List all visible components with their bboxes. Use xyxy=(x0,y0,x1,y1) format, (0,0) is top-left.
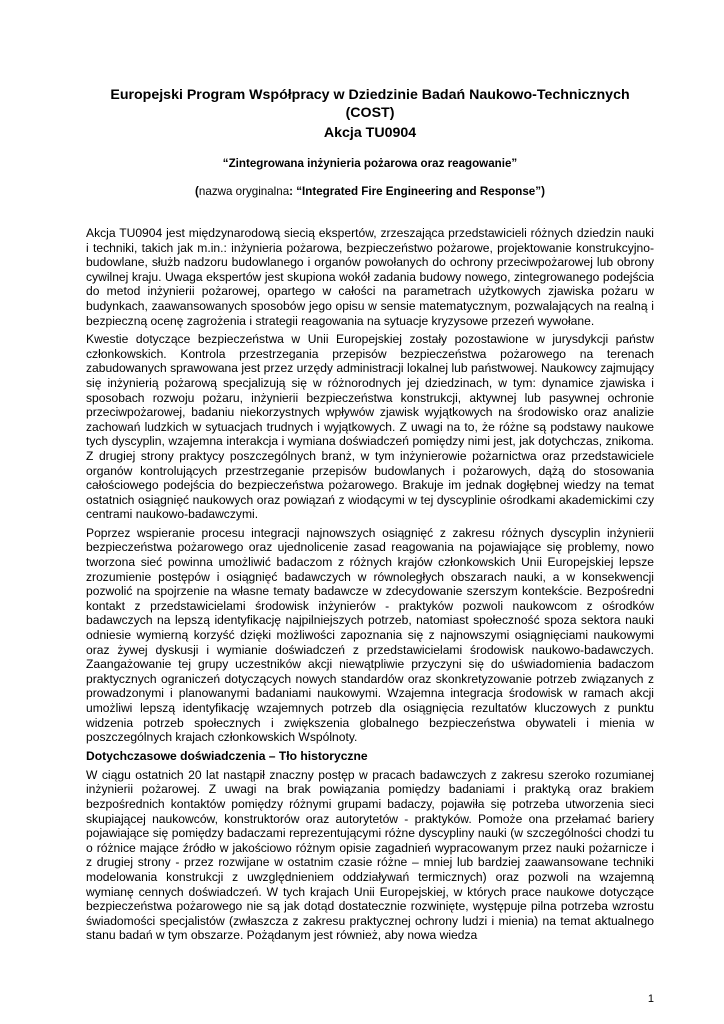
original-name-label: nazwa oryginalna xyxy=(198,185,290,198)
paragraph-safety: Kwestie dotyczące bezpieczeństwa w Unii Europejskiej zostały pozostawione w jurysdykcji państw członkowskich. Kontrola przestrzegania przepisów bezpieczeństwa pożarowego na terenach zabudowanych sprawowana jest przez urzędy administracji lokalnej lub państwowej. Naukowcy zajmujący się inżynierią pożarową specjalizują się w różnorodnych jej dziedzinach, w tym: dynamice zjawiska i sposobach rozwoju pożaru, inżynierii bezpieczeństwa konstrukcji, aktywnej lub pasywnej ochronie przeciwpożarowej, badaniu niekorzystnych wpływów zjawisk wyjątkowych na środowisko oraz analizie zachowań ludzkich w sytuacjach trudnych i wyjątkowych. Z uwagi na to, że różne są podstawy naukowe tych dyscyplin, wzajemna interakcja i wymiana doświadczeń pomiędzy nimi jest, jak dotychczas, znikoma. Z drugiej strony praktycy poszczególnych branż, w tym inżynierowie pożarnictwa oraz przedstawiciele organów kontrolujących przestrzeganie przepisów budowlanych i pożarowych, dążą do stosowania całościowego podejścia do bezpieczeństwa pożarowego. Brakuje im jednak dogłębnej wiedzy na temat ostatnich osiągnięć naukowych oraz powiązań z wiodącymi w tej dyscyplinie ośrodkami akademickimi czy centrami naukowo-badawczymi. xyxy=(86,332,654,522)
action-name-polish: “Zintegrowana inżynieria pożarowa oraz reagowanie” xyxy=(222,157,518,170)
paragraph-background: W ciągu ostatnich 20 lat nastąpił znaczny postęp w pracach badawczych z zakresu szeroko rozumianej inżynierii pożarowej. Z uwagi na brak powiązania pomiędzy badaniami i praktyką oraz brakiem bezpośrednich kontaktów pomiędzy różnymi grupami badaczy, pojawiła się potrzeba utworzenia sieci skupiającej naukowców, konstruktorów oraz autorytetów - praktyków. Pomoże ona przełamać bariery pojawiające się pomiędzy badaczami reprezentującymi różne dyscypliny nauki (w szczególności chodzi tu o różnice mające źródło w jakościowo różnym opisie zagadnień wypracowanym przez nauki pożarnicze i z drugiej strony - przez rozwijane w ostatnim czasie różne – mniej lub bardziej zaawansowane techniki modelowania konstrukcji z uwzględnieniem oddziaływań termicznych) oraz pozwoli na wzajemną wymianę cennych doświadczeń. W tych krajach Unii Europejskiej, w których prace naukowe dotyczące bezpieczeństwa pożarowego nie są jak dotąd dostatecznie rozwinięte, występuje pilna potrzeba wzrostu świadomości specjalistów (zwłaszcza z zakresu praktycznej ochrony ludzi i mienia) na temat aktualnego stanu badań w tym obszarze. Pożądanym jest również, aby nowa wiedza xyxy=(86,767,654,943)
action-title: Akcja TU0904 xyxy=(323,125,417,141)
document-title-cost: (COST) xyxy=(345,105,395,121)
document-title: Europejski Program Współpracy w Dziedzinie Badań Naukowo-Technicznych xyxy=(110,87,630,103)
original-name: “Integrated Fire Engineering and Response” xyxy=(296,185,542,198)
page-number: 1 xyxy=(647,993,654,1005)
paragraph-intro: Akcja TU0904 jest międzynarodową siecią ekspertów, zrzeszająca przedstawicieli różnych dziedzin nauki i techniki, takich jak m.in.: inżynieria pożarowa, bezpieczeństwo pożarowe, projektowanie konstrukcyjno-budowlane, służb nadzoru budowlanego i organów powołanych do ochrony przeciwpożarowej lub obrony cywilnej kraju. Uwaga ekspertów jest skupiona wokół zadania budowy nowego, zintegrowanego podejścia do metod inżynierii pożarowej, opartego w całości na parametrach użytkowych zjawiska pożaru w budynkach, zaawansowanych sposobów jego opisu w sensie matematycznym, pozwalających na realną i bezpieczną ocenę zagrożenia i strategii reagowania na sytuacje kryzysowe przezeń wywołane. xyxy=(86,226,654,328)
section-heading: Dotychczasowe doświadczenia – Tło historyczne xyxy=(86,748,368,763)
document-body xyxy=(86,226,654,947)
action-name-original: (nazwa oryginalna: “Integrated Fire Engineering and Response”) xyxy=(195,185,545,198)
paragraph-integration: Poprzez wspieranie procesu integracji najnowszych osiągnięć z zakresu różnych dyscyplin inżynierii bezpieczeństwa pożarowego oraz ujednolicenie zasad reagowania na pojawiające się problemy, nowo tworzona sieć powinna umożliwić badaczom z różnych krajów członkowskich Unii Europejskiej lepsze zrozumienie postępów i osiągnięć badawczych w równoległych obszarach nauki, a w konsekwencji pozwolić na spojrzenie na własne tematy badawcze w zdecydowanie szerszym kontekście. Bezpośredni kontakt z przedstawicielami środowisk inżynierów - praktyków pozwoli naukowcom z ośrodków badawczych na lepszą identyfikację najpilniejszych potrzeb, natomiast społeczność spoza sektora nauki odniesie wymierną korzyść dzięki możliwości zapoznania się z najnowszymi osiągnięciami naukowymi oraz żywej dyskusji i wymianie doświadczeń z przedstawicielami środowisk naukowo-badawczych. Zaangażowanie tej grupy uczestników akcji niewątpliwie przyczyni się do uświadomienia badaczom praktycznych ograniczeń dotyczących nowych standardów oraz skonkretyzowanie potrzeb związanych z prowadzonymi i planowanymi badaniami naukowymi. Wzajemna integracja środowisk w ramach akcji umożliwi lepszą identyfikację wzajemnych potrzeb dla osiągnięcia rezultatów kluczowych z punktu widzenia potrzeb społecznych i zwiększenia globalnego bezpieczeństwa obywateli i mienia w poszczególnych krajach członkowskich Wspólnoty. xyxy=(86,525,654,745)
